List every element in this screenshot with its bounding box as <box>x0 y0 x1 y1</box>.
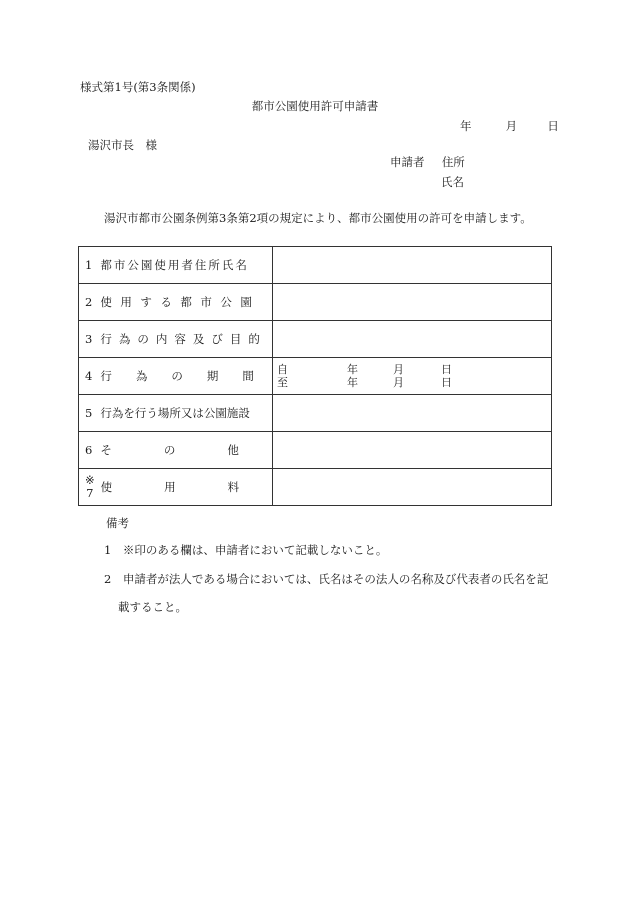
row-number-stack <box>85 474 95 500</box>
row-number: 4 <box>85 369 93 383</box>
table-row <box>79 469 552 506</box>
date-line <box>460 121 559 133</box>
applicant-label: 申請者 <box>390 155 425 169</box>
remarks-title: 備考 <box>106 516 129 530</box>
intro-text: 湯沢市都市公園条例第3条第2項の規定により、都市公園使用の許可を申請します。 <box>104 211 532 225</box>
row-number: 7 <box>86 486 94 500</box>
row-text: 行為の期間 <box>100 369 278 383</box>
application-table <box>78 246 552 506</box>
addressee: 湯沢市長 様 <box>88 138 157 152</box>
row-label <box>79 395 273 432</box>
period-to-label: 至 <box>277 376 288 389</box>
form-number: 様式第1号(第3条関係) <box>80 80 196 94</box>
table-row <box>79 321 552 358</box>
table-row <box>79 247 552 284</box>
purpose-field[interactable] <box>273 321 552 358</box>
row-label <box>79 469 292 506</box>
park-field[interactable] <box>273 284 552 321</box>
period-to-row <box>277 376 551 389</box>
row-text: 都市公園使用者住所氏名 <box>100 258 249 272</box>
period-from-year: 年 <box>347 363 358 376</box>
document-title: 都市公園使用許可申請書 <box>251 99 379 113</box>
period-field[interactable] <box>273 358 552 395</box>
remark-item-2: 2 申請者が法人である場合においては、氏名はその法人の名称及び代表者の氏名を記 <box>104 572 549 586</box>
row-text: 使用料 <box>100 480 292 494</box>
row-text: その他 <box>100 443 291 457</box>
fee-field <box>273 469 552 506</box>
table-row <box>79 284 552 321</box>
date-year: 年 <box>460 119 472 133</box>
applicant-name-label: 氏名 <box>441 175 464 189</box>
row-text: 使用する都市公園 <box>100 295 261 309</box>
date-month: 月 <box>505 119 518 133</box>
row-label <box>79 321 273 358</box>
row-label <box>79 432 291 469</box>
applicant-address-line <box>390 157 465 169</box>
remark-item-1: 1 ※印のある欄は、申請者において記載しないこと。 <box>104 543 388 557</box>
period-to-day: 日 <box>441 376 452 389</box>
applicant-address-label: 住所 <box>441 155 465 169</box>
row-number: 3 <box>85 332 93 346</box>
row-number: 5 <box>85 406 93 420</box>
date-day: 日 <box>547 119 559 133</box>
row-text: 行為の内容及び目的 <box>100 332 267 346</box>
note-mark: ※ <box>85 473 95 487</box>
row-label <box>79 358 278 395</box>
row-number: 6 <box>85 443 93 457</box>
period-from-day: 日 <box>441 363 452 376</box>
period-to-year: 年 <box>347 376 358 389</box>
row-label <box>79 247 273 284</box>
row-text: 行為を行う場所又は公園施設 <box>100 406 250 420</box>
row-label <box>79 284 273 321</box>
other-field[interactable] <box>273 432 552 469</box>
place-field[interactable] <box>273 395 552 432</box>
row-number: 1 <box>85 258 93 272</box>
period-from-month: 月 <box>393 363 404 376</box>
user-address-name-field[interactable] <box>273 247 552 284</box>
period-to-month: 月 <box>393 376 404 389</box>
table-row <box>79 395 552 432</box>
row-number: 2 <box>85 295 93 309</box>
period-from-row <box>277 363 551 376</box>
table-row <box>79 358 552 395</box>
period-from-label: 自 <box>277 363 288 376</box>
remark-item-2-continued: 載すること。 <box>118 600 187 614</box>
table-row <box>79 432 552 469</box>
